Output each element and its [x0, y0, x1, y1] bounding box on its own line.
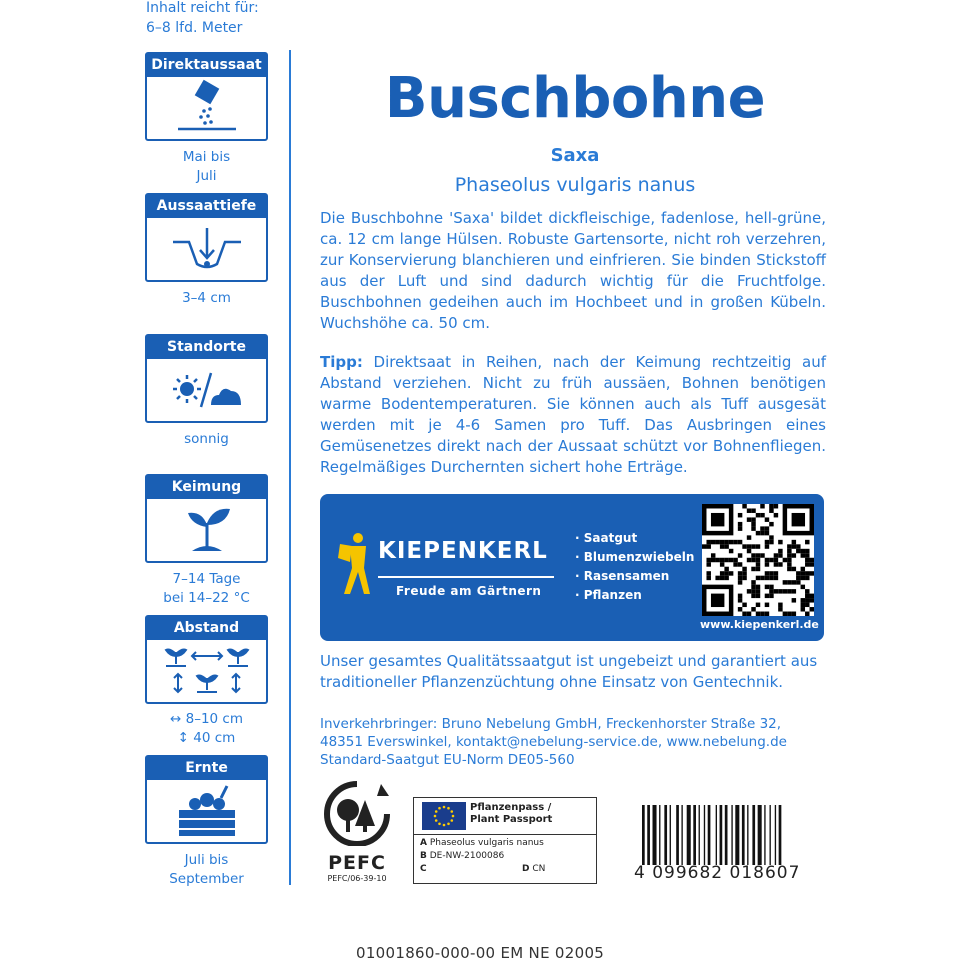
passport-title-line: Plant Passport [470, 814, 553, 825]
sowing-icon [172, 79, 242, 139]
passport-row-d [522, 864, 545, 875]
info-box-standorte [145, 334, 268, 423]
distributor-line: Inverkehrbringer: Bruno Nebelung GmbH, Freckenhorster Straße 32, [320, 716, 782, 732]
info-box-keimung [145, 474, 268, 563]
pefc-logo [318, 780, 396, 883]
seedling-icon [172, 501, 242, 561]
list-item: · Rasensamen [575, 567, 694, 586]
qr-code-icon[interactable] [702, 504, 814, 616]
tip-label: Tipp: [320, 353, 363, 371]
info-caption-aussaattiefe [145, 289, 268, 308]
variety-name: Saxa [550, 145, 600, 166]
row-value: DE-NW-2100086 [429, 851, 505, 861]
caption-line: Juli bis [184, 852, 229, 868]
kiepenkerl-figure-icon [336, 532, 376, 596]
pefc-label: PEFC [328, 852, 386, 874]
list-item: · Pflanzen [575, 586, 694, 605]
sidebar-divider [289, 50, 291, 885]
spacing-icon [162, 642, 252, 702]
content-amount [146, 0, 286, 38]
info-box-label: Abstand [147, 617, 266, 640]
caption-line: sonnig [184, 431, 229, 447]
distributor-line: 48351 Everswinkel, kontakt@nebelung-service.de, www.nebelung.de [320, 734, 787, 750]
passport-row-b [420, 851, 504, 862]
plant-passport [413, 797, 597, 884]
info-box-direktaussaat [145, 52, 268, 141]
info-caption-standorte [145, 430, 268, 449]
passport-row-a [420, 838, 544, 849]
barcode-icon [640, 805, 826, 865]
info-caption-abstand [145, 710, 268, 748]
info-box-label: Ernte [147, 757, 266, 780]
tip-text: Direktsaat in Reihen, nach der Keimung rechtzeitig auf Abstand verziehen. Nicht zu früh aussäen, Bohnen benötigen warme Bodentemperaturen. Sie können auch als Tuff ausgesät werden mit je 4-6 Samen pro Tuff. Das Ausbringen eines Gemüsenetzes direkt nach der Aussaat schützt vor Bohnenfliegen. Regelmäßiges Durchernten sichert hohe Erträge. [320, 353, 826, 476]
caption-line: September [169, 871, 244, 887]
caption-line: 3–4 cm [182, 290, 231, 306]
eu-flag-icon [422, 802, 466, 830]
product-category-list [575, 529, 694, 605]
quality-statement: Unser gesamtes Qualitätssaatgut ist ungebeizt und garantiert aus traditioneller Pflanzenzüchtung ohne Einsatz von Gentechnik. [320, 652, 818, 691]
row-key: B [420, 851, 427, 861]
passport-row-c [420, 864, 427, 875]
passport-divider [414, 834, 596, 835]
info-box-aussaattiefe [145, 193, 268, 282]
info-box-label: Direktaussaat [147, 54, 266, 77]
caption-line: Mai bis [182, 149, 231, 165]
content-amount-value: 6–8 lfd. Meter [146, 20, 243, 36]
brand-slogan: Freude am Gärtnern [396, 584, 542, 598]
latin-name: Phaseolus vulgaris nanus [454, 174, 696, 196]
info-box-label: Aussaattiefe [147, 195, 266, 218]
brand-underline [378, 576, 554, 578]
content-amount-label: Inhalt reicht für: [146, 0, 259, 16]
article-code: 01001860-000-00 EM NE 02005 [356, 944, 605, 962]
barcode-number: 4 099682 018607 [634, 863, 801, 883]
passport-title [470, 802, 552, 826]
pefc-code: PEFC/06-39-10 [327, 874, 387, 883]
row-key: C [420, 864, 427, 874]
info-box-abstand [145, 615, 268, 704]
info-box-label: Standorte [147, 336, 266, 359]
brand-name: KIEPENKERL [378, 538, 548, 564]
caption-line: 7–14 Tage [172, 571, 241, 587]
caption-line: Juli [196, 168, 217, 184]
row-value: CN [532, 864, 546, 874]
row-value: Phaseolus vulgaris nanus [429, 838, 544, 848]
caption-line: ↔ 8–10 cm [170, 711, 243, 727]
sun-cloud-icon [167, 361, 247, 421]
product-title: Buschbohne [384, 66, 766, 131]
brand-url[interactable]: www.kiepenkerl.de [700, 618, 819, 631]
info-caption-ernte [145, 851, 268, 889]
caption-line: bei 14–22 °C [163, 590, 250, 606]
sowing-depth-icon [167, 220, 247, 280]
distributor-info [320, 715, 826, 769]
caption-line: ↕ 40 cm [177, 730, 236, 746]
product-description: Die Buschbohne 'Saxa' bildet dickfleischige, fadenlose, hell-grüne, ca. 12 cm lange Hülsen. Robuste Gartensorte, nicht roh verzehren, zur Konservierung blanchieren und einfrieren. Sie binden Stickstoff aus der Luft und sind dadurch wichtig für die Fruchtfolge. Buschbohnen gedeihen auch im Hochbeet und in großen Kübeln. Wuchshöhe ca. 50 cm. [320, 209, 826, 332]
brand-banner [320, 494, 824, 641]
pefc-trees-icon [321, 780, 393, 846]
row-key: D [522, 864, 530, 874]
tip-paragraph [320, 352, 826, 478]
passport-title-line: Pflanzenpass / [470, 802, 552, 813]
list-item: · Saatgut [575, 529, 694, 548]
info-box-ernte [145, 755, 268, 844]
list-item: · Blumenzwiebeln [575, 548, 694, 567]
distributor-line: Standard-Saatgut EU-Norm DE05-560 [320, 752, 575, 768]
info-caption-direktaussaat [145, 148, 268, 186]
info-caption-keimung [145, 570, 268, 608]
info-box-label: Keimung [147, 476, 266, 499]
harvest-crate-icon [167, 782, 247, 842]
row-key: A [420, 838, 427, 848]
